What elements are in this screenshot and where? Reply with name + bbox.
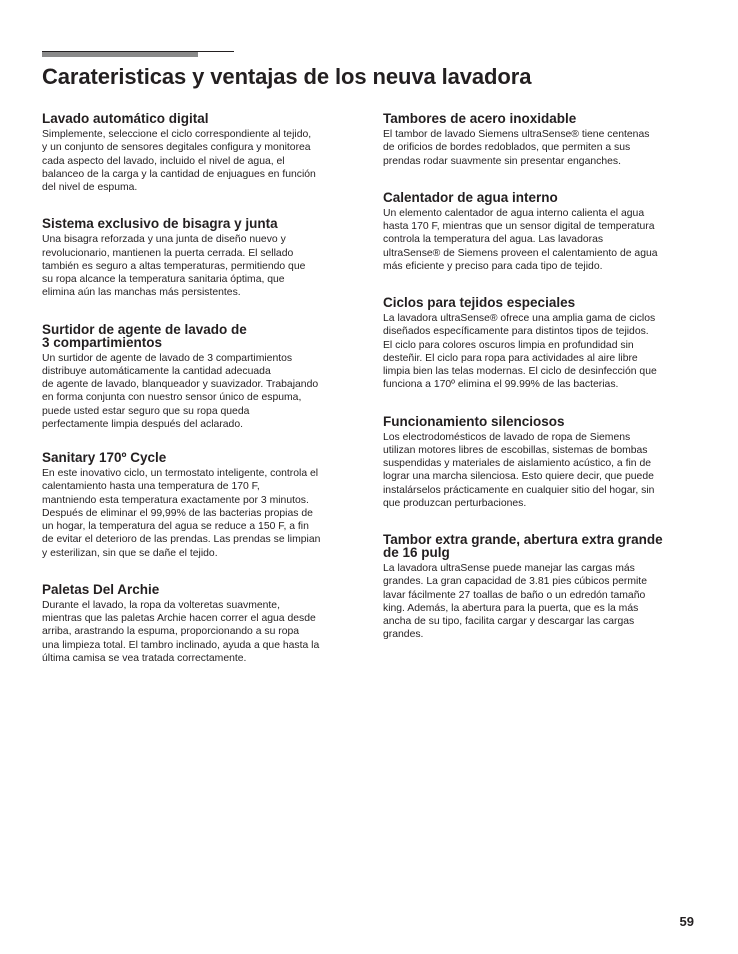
section-tambor-extra-grande — [383, 533, 695, 642]
section-funcionamiento-silencioso — [383, 415, 695, 511]
page-number: 59 — [679, 914, 694, 929]
section-ciclos-tejidos — [383, 296, 695, 392]
section-body: La lavadora ultraSense® ofrece una amplia gama de ciclos diseñados específicamente para distintos tipos de tejidos. El ciclo para colores oscuros limpia en profundidad sin desteñir. El ciclo para ropa para actividades al aire libre limpia bien las telas modernas. El ciclo de desinfección que funciona a 170º elimina el 99.99% de las bacterias. — [383, 313, 657, 391]
section-heading: Paletas Del Archie — [42, 581, 160, 597]
section-body: En este inovativo ciclo, un termostato inteligente, controla el calentamiento hasta una temperatura de 170 F, mantniendo esta temperatura exactamente por 3 minutos. Después de eliminar el 99,99% de las bacterias propias de un hogar, la temperatura del agua se reduce a 150 F, a fin de evitar el deterioro de las prendas. Las prendas se limpian y esterilizan, sin que se dañe el tejido. — [42, 468, 321, 559]
section-surtidor — [42, 323, 354, 432]
section-heading: Lavado automático digital — [42, 111, 209, 126]
section-heading: Sanitary 170º Cycle — [42, 450, 167, 465]
page-title: Carateristicas y ventajas de los neuva lavadora — [42, 64, 532, 89]
section-body: Una bisagra reforzada y una junta de diseño nuevo y revolucionario, mantienen la puerta cerrada. El sellado también es seguro a altas temperaturas, permitiendo que su ropa alcance la temperatura sanitaria óptima, que elimina aún las manchas más persistentes. — [42, 234, 306, 299]
section-heading: Ciclos para tejidos especiales — [383, 295, 576, 310]
section-bisagra-junta — [42, 217, 354, 299]
section-heading: Surtidor de agente de lavado de 3 compartimientos — [42, 321, 247, 350]
section-heading: Sistema exclusivo de bisagra y junta — [42, 216, 278, 232]
section-heading: Calentador de agua interno — [383, 189, 558, 205]
section-paletas-archie — [42, 583, 354, 665]
section-heading: Funcionamiento silenciosos — [383, 413, 565, 429]
section-body: La lavadora ultraSense puede manejar las cargas más grandes. La gran capacidad de 3.81 pies cúbicos permite lavar fácilmente 27 toallas de baño o un edredón tamaño king. Además, la abertura para la puerta, que es la más ancha de su tipo, facilita cargar y descargar las cargas grandes. — [383, 563, 647, 641]
section-lavado-digital — [42, 112, 354, 194]
section-tambores-acero — [383, 112, 695, 168]
section-heading: Tambor extra grande, abertura extra grande de 16 pulg — [383, 532, 663, 560]
section-sanitary-cycle — [42, 451, 354, 560]
right-column — [383, 112, 695, 642]
section-body: Un elemento calentador de agua interno calienta el agua hasta 170 F, mientras que un sensor digital de temperatura controla la temperatura del agua. Las lavadoras ultraSense® de Siemens proveen el calentamiento de agua más eficiente y preciso para cada tipo de tejido. — [383, 207, 658, 272]
section-calentador-agua — [383, 191, 695, 273]
section-body: Durante el lavado, la ropa da volteretas suavmente, mientras que las paletas Archie hacen correr el agua desde arriba, arastrando la espuma, proporcionando a su ropa una limpieza total. El tambro inclinado, ayuda a que hasta la última camisa se vea tratada correctamente. — [42, 599, 320, 664]
section-heading: Tambores de acero inoxidable — [383, 111, 577, 126]
header-rule-accent — [42, 52, 198, 57]
section-body: Los electrodomésticos de lavado de ropa de Siemens utilizan motores libres de escobillas, sistemas de bombas suspendidas y materiales de aislamiento acústico, a fin de lograr una marcha silenciosa. Esto quiere decir, que puede instalárselos prácticamente en cualquier sitio del hogar, sin que produzcan perturbaciones. — [383, 431, 655, 509]
section-body: El tambor de lavado Siemens ultraSense® tiene centenas de orificios de bordes redoblados, que permiten a sus prendas rodar suavmente sin presentar enganches. — [383, 129, 650, 167]
section-body: Simplemente, seleccione el ciclo correspondiente al tejido, y un conjunto de sensores degitales configura y monitorea cada aspecto del lavado, incluido el nivel de agua, el balanceo de la carga y la cantidad de enjuagues en función del nivel de espuma. — [42, 129, 316, 193]
left-column — [42, 112, 354, 665]
section-body: Un surtidor de agente de lavado de 3 compartimientos distribuye automáticamente la cantidad adecuada de agente de lavado, blanqueador y suavizador. Trabajando en forma conjunta con nuestro sensor único de espuma, puede usted estar seguro que su ropa queda perfectamente limpia después del aclarado. — [42, 352, 319, 430]
